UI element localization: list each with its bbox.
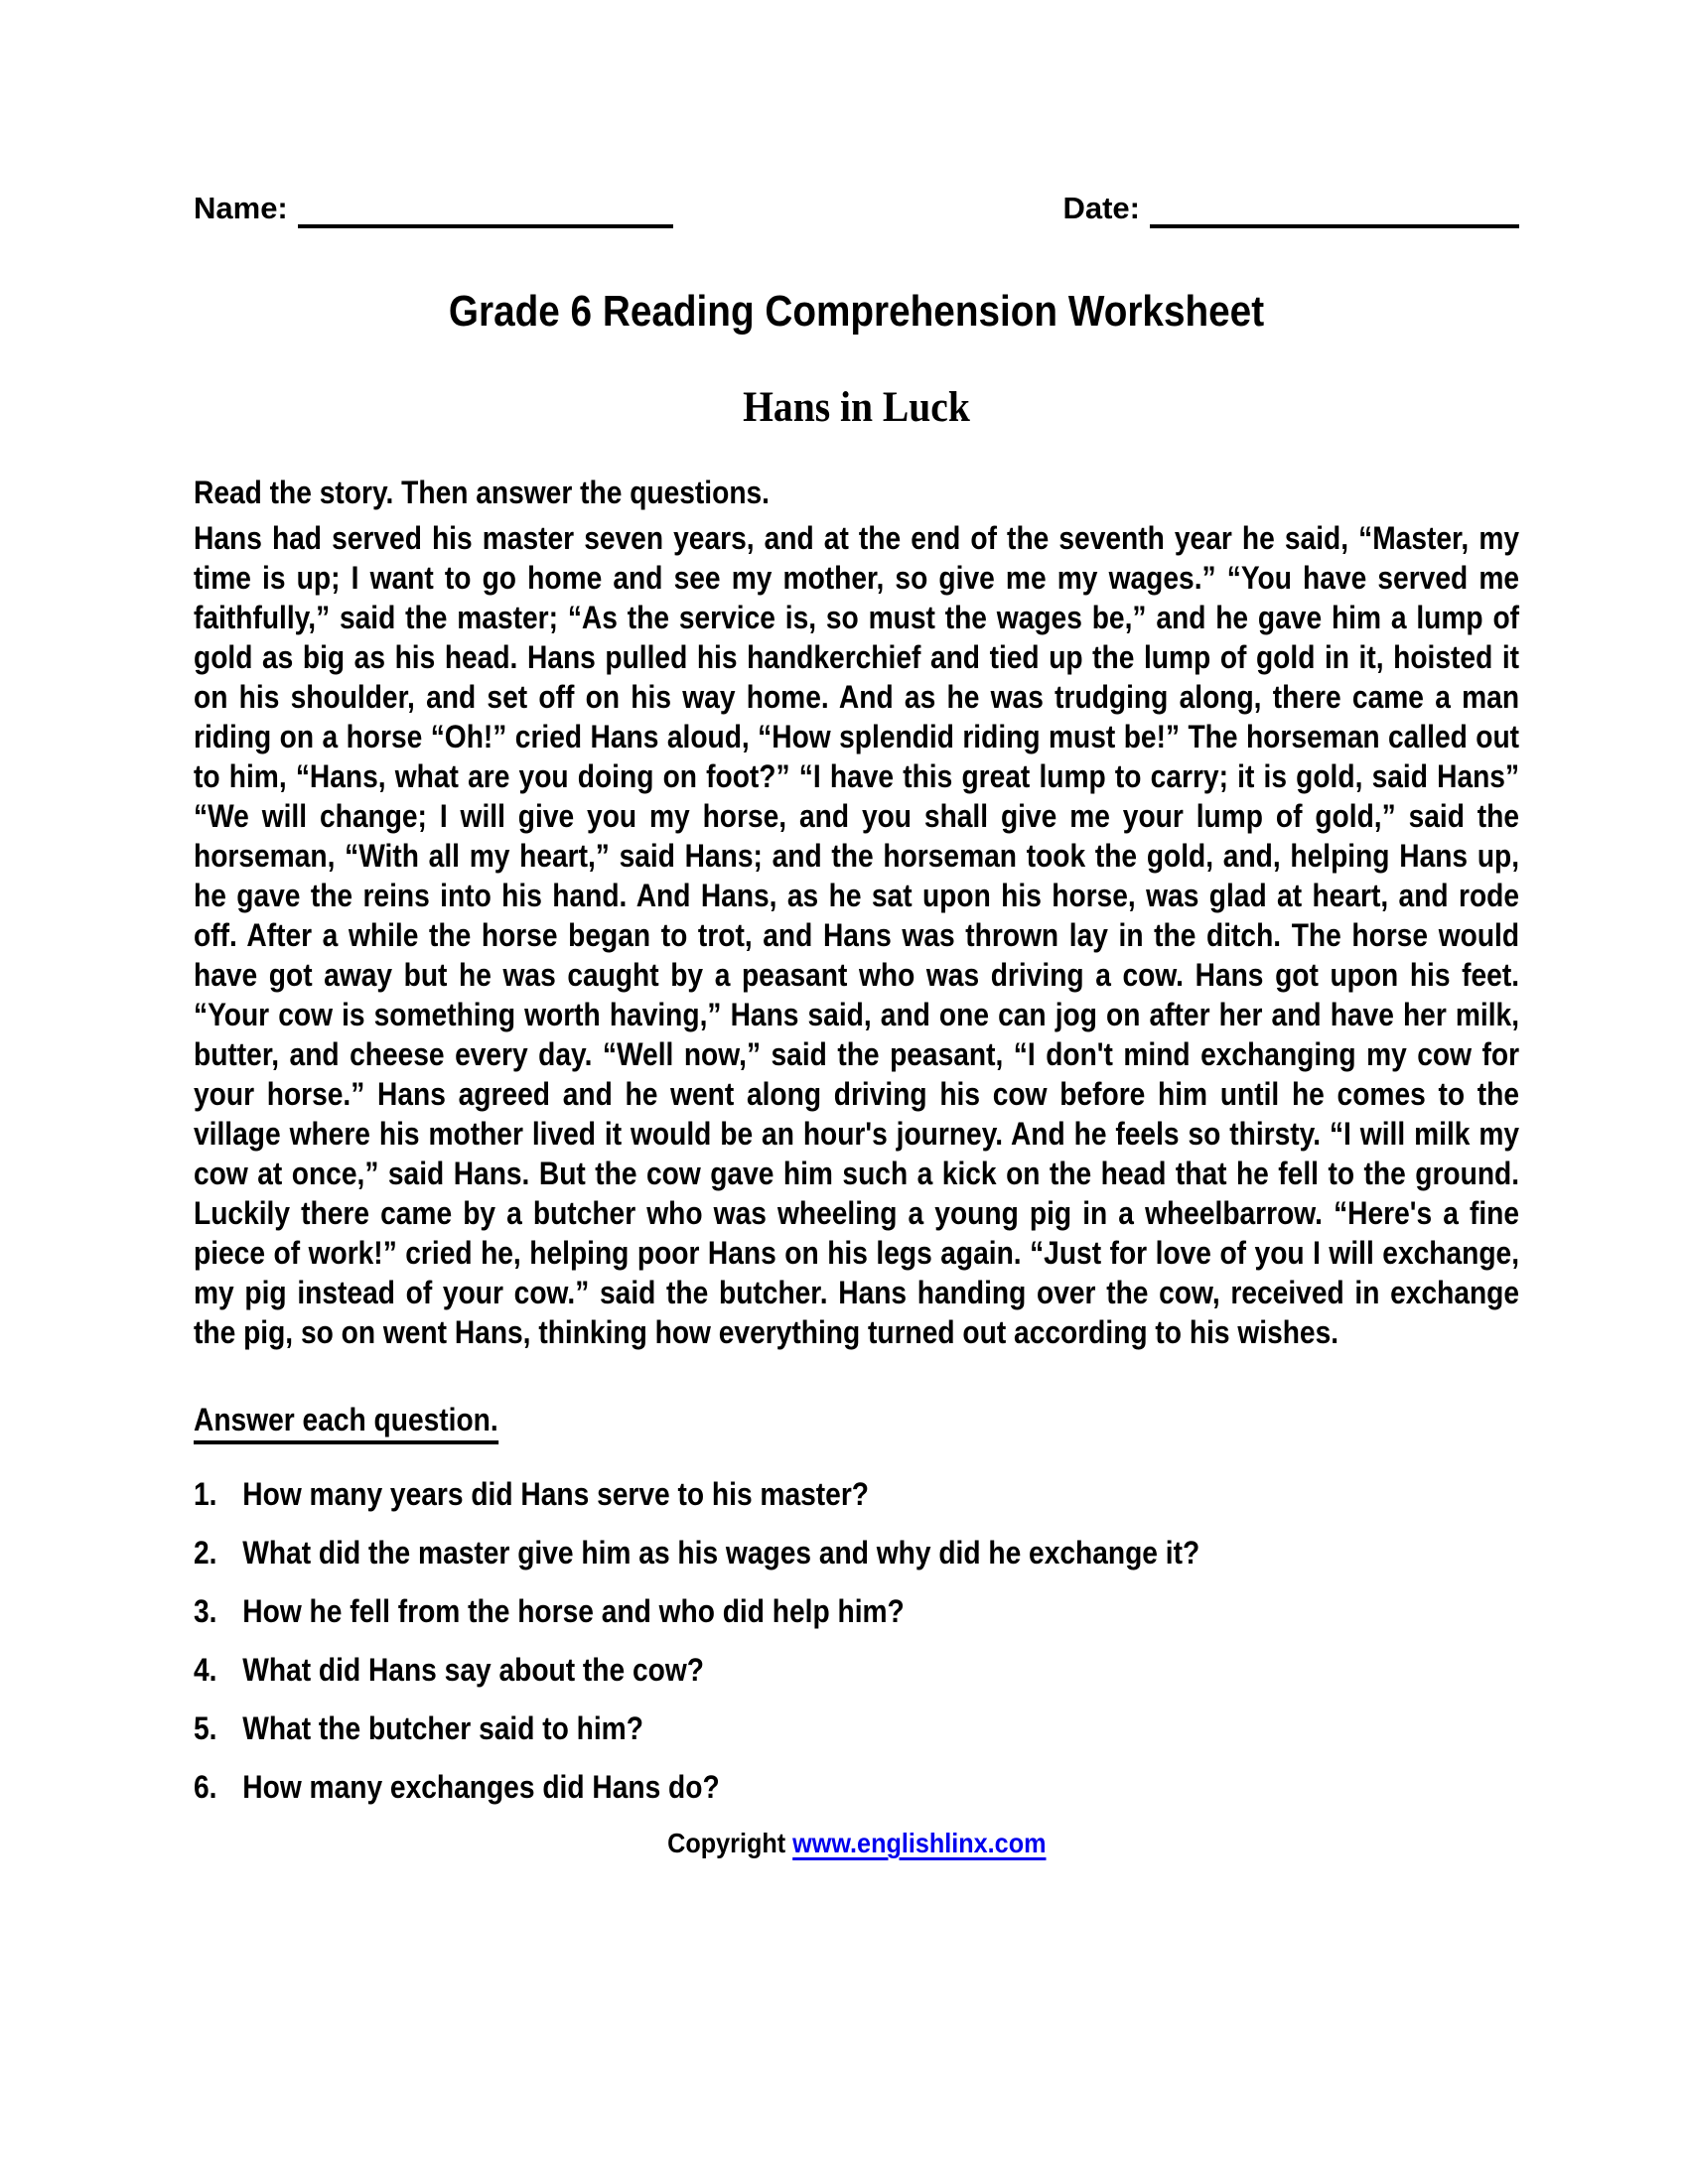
questions-list xyxy=(194,1474,1519,1807)
copyright-footer xyxy=(194,1826,1519,1861)
question-text: How he fell from the horse and who did help him? xyxy=(242,1593,905,1629)
question-text: How many years did Hans serve to his master? xyxy=(242,1476,869,1512)
question-text: How many exchanges did Hans do? xyxy=(242,1769,720,1805)
story-title: Hans in Luck xyxy=(743,384,970,431)
copyright-label: Copyright xyxy=(666,1828,785,1858)
instructions-text: Read the story. Then answer the questions. xyxy=(194,475,771,510)
questions-header: Answer each question. xyxy=(194,1400,498,1444)
worksheet-title: Grade 6 Reading Comprehension Worksheet xyxy=(448,287,1265,336)
question-number: 3. xyxy=(194,1593,217,1629)
name-date-row xyxy=(194,189,1519,228)
date-label: Date: xyxy=(1062,191,1140,225)
question-text: What did Hans say about the cow? xyxy=(242,1652,704,1688)
name-blank-line xyxy=(298,191,673,228)
question-text: What did the master give him as his wages and why did he exchange it? xyxy=(242,1535,1200,1570)
question-number: 1. xyxy=(194,1476,217,1512)
copyright-line xyxy=(667,1826,1046,1861)
name-field xyxy=(194,189,673,228)
question-number: 4. xyxy=(194,1652,217,1688)
question-number: 6. xyxy=(194,1769,217,1805)
copyright-link[interactable]: www.englishlinx.com xyxy=(791,1828,1047,1858)
date-blank-line xyxy=(1150,191,1519,228)
date-field xyxy=(1062,189,1519,228)
name-label: Name: xyxy=(194,191,288,225)
question-item xyxy=(194,1767,1519,1807)
question-item xyxy=(194,1650,1519,1690)
question-item xyxy=(194,1533,1519,1572)
question-item xyxy=(194,1708,1519,1748)
question-item xyxy=(194,1591,1519,1631)
question-text: What the butcher said to him? xyxy=(242,1710,643,1746)
questions-header-row xyxy=(194,1400,1519,1444)
question-number: 2. xyxy=(194,1535,217,1570)
story-text: Hans had served his master seven years, and at the end of the seventh year he said, “Master, my time is up; I want to go home and see my mother, so give me my wages.” “You have served me faithfully,” said the master; “As the service is, so must the wages be,” and he gave him a lump of gold as big as his head. Hans pulled his handkerchief and tied up the lump of gold in it, hoisted it on his shoulder, and set off on his way home. And as he was trudging along, there came a man riding on a horse “Oh!” cried Hans aloud, “How splendid riding must be!” The horseman called out to him, “Hans, what are you doing on foot?” “I have this great lump to carry; it is gold, said Hans” “We will change; I will give you my horse, and you shall give me your lump of gold,” said the horseman, “With all my heart,” said Hans; and the horseman took the gold, and, helping Hans up, he gave the reins into his hand. And Hans, as he sat upon his horse, was glad at heart, and rode off. After a while the horse began to trot, and Hans was thrown lay in the ditch. The horse would have got away but he was caught by a peasant who was driving a cow. Hans got upon his feet. “Your cow is something worth having,” Hans said, and one can jog on after her and have her milk, butter, and cheese every day. “Well now,” said the peasant, “I don't mind exchanging my cow for your horse.” Hans agreed and he went along driving his cow before him until he comes to the village where his mother lived it would be an hour's journey. And he feels so thirsty. “I will milk my cow at once,” said Hans. But the cow gave him such a kick on the head that he fell to the ground. Luckily there came by a butcher who was wheeling a young pig in a wheelbarrow. “Here's a fine piece of work!” cried he, helping poor Hans on his legs again. “Just for love of you I will exchange, my pig instead of your cow.” said the butcher. Hans handing over the cow, received in exchange the pig, so on went Hans, thinking how everything turned out according to his wishes. xyxy=(194,520,1520,1350)
question-item xyxy=(194,1474,1519,1514)
question-number: 5. xyxy=(194,1710,217,1746)
